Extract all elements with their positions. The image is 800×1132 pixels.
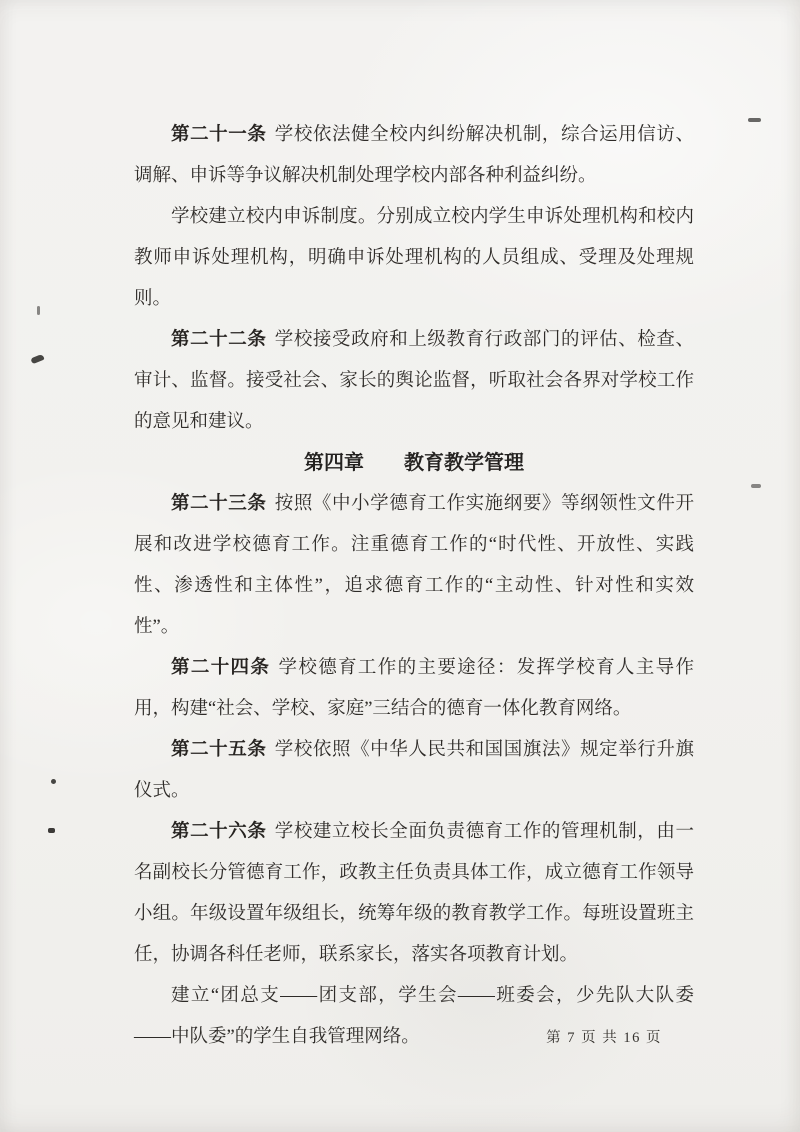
paragraph-text: 学校接受政府和上级教育行政部门的评估、检查、审计、监督。接受社会、家长的舆论监督，听取社会各界对学校工作的意见和建议。 [134,330,694,432]
scan-artifact [51,779,56,784]
article-number-label: 第二十四条 [171,658,271,678]
paragraph [134,484,694,648]
scan-artifact [48,828,55,833]
paragraph-text: 建立“团总支——团支部，学生会——班委会，少先队大队委——中队委”的学生自我管理网络。 [134,986,694,1047]
paragraph-text: 学校依法健全校内纠纷解决机制，综合运用信访、调解、申诉等争议解决机制处理学校内部各种利益纠纷。 [134,125,694,186]
article-number-label: 第二十五条 [171,740,267,760]
paragraph [134,320,694,443]
paragraph-text: 学校依照《中华人民共和国国旗法》规定举行升旗仪式。 [134,740,694,801]
article-number-label: 第二十二条 [171,330,267,350]
chapter-number: 第四章 [304,452,364,474]
article-number-label: 第二十六条 [171,822,267,842]
paragraph-text: 按照《中小学德育工作实施纲要》等纲领性文件开展和改进学校德育工作。注重德育工作的“时代性、开放性、实践性、渗透性和主体性”，追求德育工作的“主动性、针对性和实效性”。 [134,494,694,637]
paragraph [134,648,694,730]
scan-artifact [748,118,761,122]
scan-artifact [37,306,40,315]
document-body [134,115,694,1058]
chapter-heading [134,443,694,484]
page-number-indicator: 第 7 页 共 16 页 [546,1030,662,1046]
chapter-title: 教育教学管理 [404,452,524,474]
paragraph-text: 学校德育工作的主要途径：发挥学校育人主导作用，构建“社会、学校、家庭”三结合的德育一体化教育网络。 [134,658,694,719]
page-footer [546,1026,662,1047]
article-number-label: 第二十一条 [171,125,267,145]
paragraph [134,812,694,976]
paragraph [134,197,694,320]
article-number-label: 第二十三条 [171,494,267,514]
paragraph [134,115,694,197]
scan-artifact [751,484,761,488]
paragraph [134,730,694,812]
scan-artifact [30,354,44,364]
paragraph-text: 学校建立校内申诉制度。分别成立校内学生申诉处理机构和校内教师申诉处理机构，明确申诉处理机构的人员组成、受理及处理规则。 [134,207,694,309]
paragraph-text: 学校建立校长全面负责德育工作的管理机制，由一名副校长分管德育工作，政教主任负责具体工作，成立德育工作领导小组。年级设置年级组长，统筹年级的教育教学工作。每班设置班主任，协调各科任老师，联系家长，落实各项教育计划。 [134,822,694,965]
